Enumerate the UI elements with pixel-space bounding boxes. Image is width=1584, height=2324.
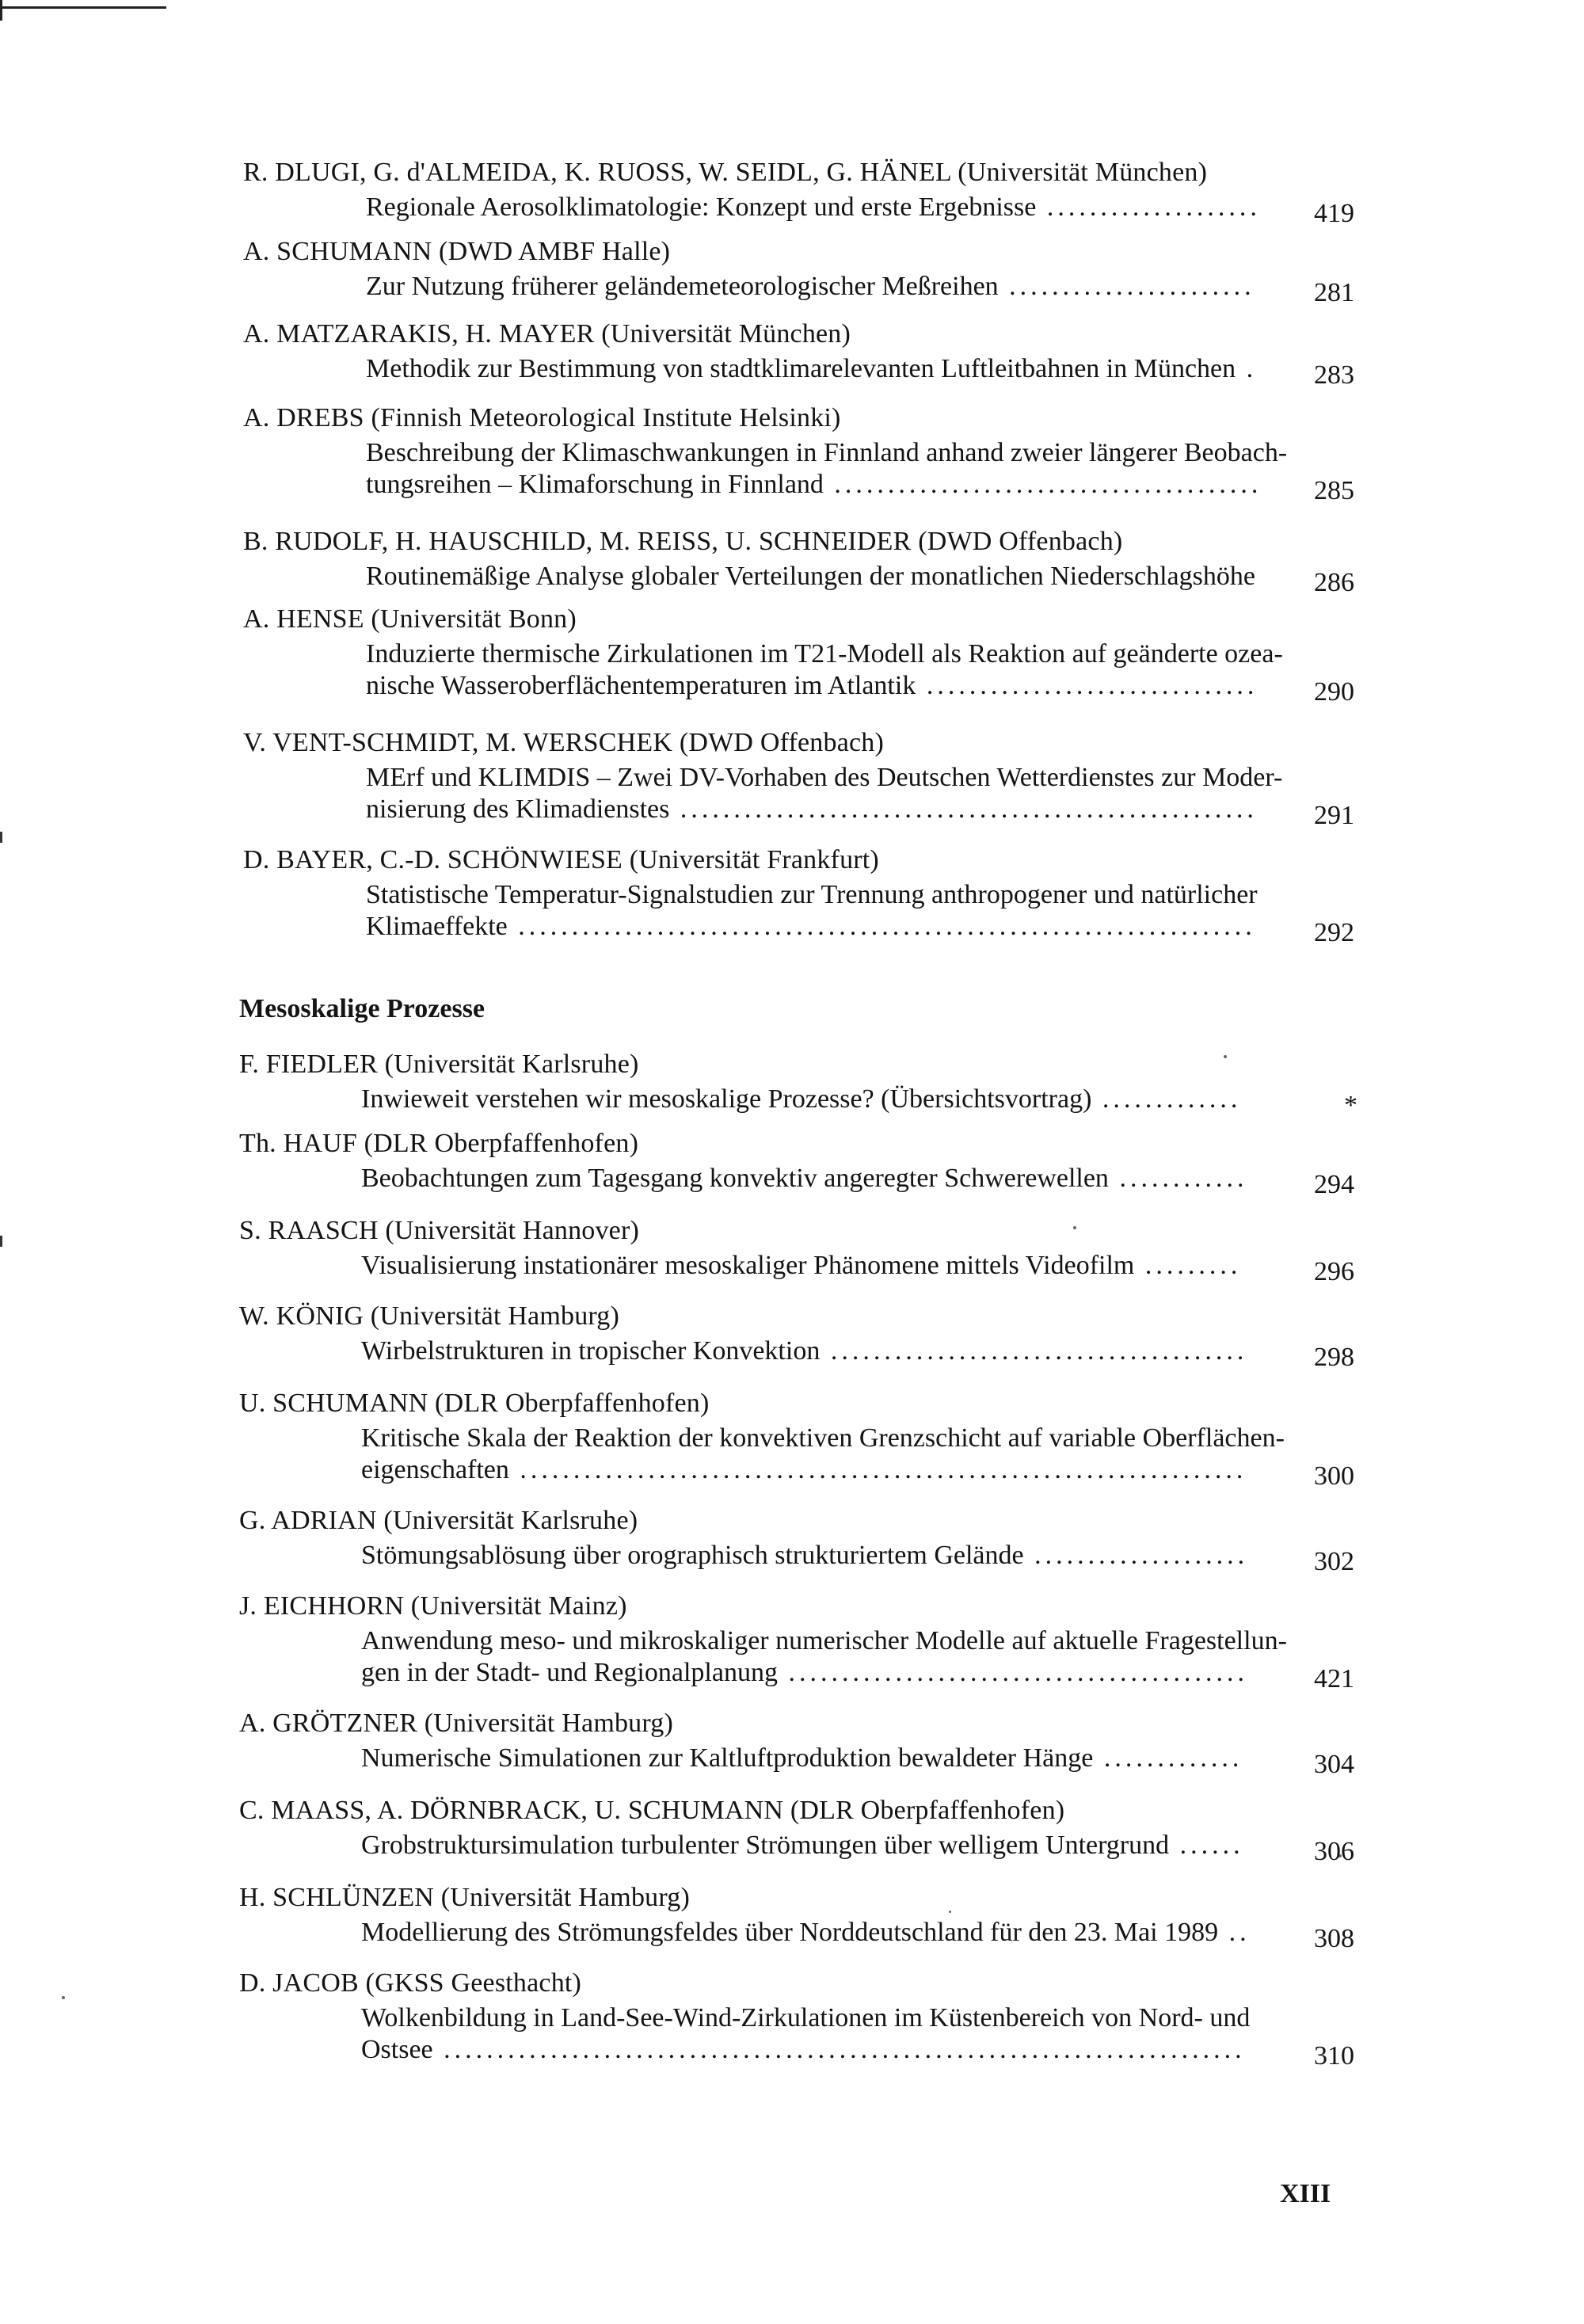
entry-authors: G. ADRIAN (Universität Karlsruhe) xyxy=(239,1506,638,1535)
entry-title: Wirbelstrukturen in tropischer Konvektion xyxy=(361,1336,821,1366)
dot-leader: .................... xyxy=(1036,192,1261,222)
entry-title-line xyxy=(361,1250,1241,1282)
entry-title-line xyxy=(366,794,1258,825)
entry-title-line xyxy=(366,911,1256,943)
dot-leader: ...... xyxy=(1169,1831,1244,1860)
entry-title-line xyxy=(366,762,1282,794)
entry-page-number: 304 xyxy=(1314,1750,1354,1779)
entry-page-number: 298 xyxy=(1314,1343,1354,1372)
entry-page-number: 302 xyxy=(1314,1547,1354,1576)
entry-title-line xyxy=(361,1657,1248,1689)
entry-page-number: 286 xyxy=(1314,568,1354,597)
entry-page-number: 285 xyxy=(1314,476,1354,505)
entry-title-line xyxy=(366,192,1261,223)
entry-title-line xyxy=(361,1540,1248,1572)
entry-title: Beschreibung der Klimaschwankungen in Finnland anhand zweier längerer Beobach- xyxy=(366,438,1288,467)
dot-leader: ........................................ xyxy=(823,470,1262,499)
entry-title: Beobachtungen zum Tagesgang konvektiv angeregter Schwerewellen xyxy=(361,1164,1109,1193)
entry-page-number: 300 xyxy=(1314,1461,1354,1491)
dot-leader: .................... xyxy=(1023,1541,1249,1570)
entry-title: eigenschaften xyxy=(361,1455,509,1484)
entry-page-number: 421 xyxy=(1314,1664,1354,1693)
entry-title: Routinemäßige Analyse globaler Verteilungen der monatlichen Niederschlagshöhe xyxy=(366,562,1255,591)
section-heading: Mesoskalige Prozesse xyxy=(239,994,485,1023)
entry-title-line xyxy=(361,1084,1241,1115)
entry-title: MErf und KLIMDIS – Zwei DV-Vorhaben des Deutschen Wetterdienstes zur Moder- xyxy=(366,763,1283,792)
entry-page-number: 294 xyxy=(1314,1170,1354,1199)
entry-authors: D. BAYER, C.-D. SCHÖNWIESE (Universität Frankfurt) xyxy=(243,845,879,874)
dot-leader: ........................................................................... xyxy=(432,2035,1246,2064)
entry-page-number: 283 xyxy=(1314,360,1354,390)
dot-leader: ............. xyxy=(1093,1743,1243,1773)
dot-leader: ........................................... xyxy=(777,1658,1248,1687)
entry-authors: A. DREBS (Finnish Meteorological Institute Helsinki) xyxy=(243,403,841,432)
dot-leader: ....................... xyxy=(998,272,1255,301)
entry-title-line xyxy=(366,561,1255,592)
dot-leader: ...................................................... xyxy=(669,794,1258,824)
entry-title-line xyxy=(361,1454,1247,1486)
entry-title-line xyxy=(361,1917,1251,1949)
entry-page-number: 292 xyxy=(1314,918,1354,947)
entry-authors: A. SCHUMANN (DWD AMBF Halle) xyxy=(243,237,671,266)
entry-authors: W. KÖNIG (Universität Hamburg) xyxy=(239,1301,620,1331)
entry-title: tungsreihen – Klimaforschung in Finnland xyxy=(366,470,824,499)
dot-leader: ....................................... xyxy=(820,1336,1248,1366)
page-folio: XIII xyxy=(1280,2179,1331,2208)
entry-page-number: 281 xyxy=(1314,278,1354,307)
dot-leader: ............ xyxy=(1108,1164,1248,1193)
entry-title: Inwieweit verstehen wir mesoskalige Prozesse? (Übersichtsvortrag) xyxy=(361,1084,1092,1114)
entry-title: Methodik zur Bestimmung von stadtklimarelevanten Luftleitbahnen in München xyxy=(366,354,1236,383)
entry-title-line xyxy=(361,2002,1250,2034)
entry-authors: U. SCHUMANN (DLR Oberpfaffenhofen) xyxy=(239,1389,710,1418)
entry-authors: V. VENT-SCHMIDT, M. WERSCHEK (DWD Offenbach) xyxy=(243,728,885,757)
entry-authors: A. MATZARAKIS, H. MAYER (Universität München) xyxy=(243,319,851,349)
entry-title: Stömungsablösung über orographisch strukturiertem Gelände xyxy=(361,1541,1024,1570)
entry-title-line xyxy=(366,271,1255,303)
entry-title-line xyxy=(361,1743,1243,1774)
entry-page-number: 310 xyxy=(1314,2041,1354,2071)
entry-title-line xyxy=(361,1830,1244,1861)
entry-page-number: * xyxy=(1344,1091,1357,1120)
entry-authors: J. EICHHORN (Universität Mainz) xyxy=(239,1591,627,1621)
entry-title: nisierung des Klimadienstes xyxy=(366,794,670,824)
entry-authors: B. RUDOLF, H. HAUSCHILD, M. REISS, U. SCHNEIDER (DWD Offenbach) xyxy=(243,527,1123,556)
entry-authors: A. GRÖTZNER (Universität Hamburg) xyxy=(239,1709,673,1738)
entry-title-line xyxy=(366,638,1283,670)
dot-leader: ............. xyxy=(1091,1084,1242,1114)
entry-authors: Th. HAUF (DLR Oberpfaffenhofen) xyxy=(239,1129,639,1158)
entry-title-line xyxy=(361,1423,1285,1454)
entry-page-number: 296 xyxy=(1314,1257,1354,1286)
scan-speck xyxy=(949,1911,951,1913)
entry-authors: C. MAASS, A. DÖRNBRACK, U. SCHUMANN (DLR Oberpfaffenhofen) xyxy=(239,1796,1065,1825)
scan-speck xyxy=(1224,1055,1227,1058)
entry-page-number: 290 xyxy=(1314,677,1354,707)
entry-title-line xyxy=(366,879,1258,911)
entry-title-line xyxy=(361,1335,1247,1367)
entry-authors: H. SCHLÜNZEN (Universität Hamburg) xyxy=(239,1883,690,1912)
entry-authors: D. JACOB (GKSS Geesthacht) xyxy=(239,1968,582,1998)
entry-authors: S. RAASCH (Universität Hannover) xyxy=(239,1216,640,1245)
entry-title: Induzierte thermische Zirkulationen im T21-Modell als Reaktion auf geänderte ozea- xyxy=(366,639,1283,669)
entry-title: Wolkenbildung in Land-See-Wind-Zirkulationen im Küstenbereich von Nord- und xyxy=(361,2003,1251,2033)
entry-title-line xyxy=(366,437,1287,469)
dot-leader: ......... xyxy=(1134,1251,1242,1280)
entry-page-number: 308 xyxy=(1314,1924,1354,1953)
dot-leader: . xyxy=(1236,354,1258,383)
entry-title: gen in der Stadt- und Regionalplanung xyxy=(361,1658,778,1687)
entry-title: Grobstruktursimulation turbulenter Strömungen über welligem Untergrund xyxy=(361,1831,1170,1860)
entry-title: Regionale Aerosolklimatologie: Konzept und erste Ergebnisse xyxy=(366,192,1037,222)
entry-authors: R. DLUGI, G. d'ALMEIDA, K. RUOSS, W. SEIDL, G. HÄNEL (Universität München) xyxy=(243,158,1208,187)
scan-edge-mark xyxy=(0,832,2,843)
entry-title: Statistische Temperatur-Signalstudien zur Trennung anthropogener und natürlicher xyxy=(366,880,1258,909)
entry-page-number: 291 xyxy=(1314,801,1354,830)
entry-authors: F. FIEDLER (Universität Karlsruhe) xyxy=(239,1050,639,1079)
entry-title: Zur Nutzung früherer geländemeteorologischer Meßreihen xyxy=(366,272,999,301)
scan-edge-mark xyxy=(0,1236,2,1247)
entry-authors: A. HENSE (Universität Bonn) xyxy=(243,604,577,634)
scan-corner-mark xyxy=(0,0,2,21)
entry-title-line xyxy=(366,353,1257,385)
scan-top-rule xyxy=(0,6,166,9)
dot-leader: .. xyxy=(1218,1918,1251,1947)
scan-speck xyxy=(1073,1226,1076,1229)
entry-title-line xyxy=(361,1163,1247,1194)
entry-title: nische Wasseroberflächentemperaturen im Atlantik xyxy=(366,671,916,700)
dot-leader: ..................................................................... xyxy=(507,912,1256,941)
dot-leader: .................................................................... xyxy=(508,1455,1247,1484)
entry-page-number: 306 xyxy=(1314,1837,1354,1866)
entry-title: Modellierung des Strömungsfeldes über Norddeutschland für den 23. Mai 1989 xyxy=(361,1918,1219,1947)
entry-title: Numerische Simulationen zur Kaltluftproduktion bewaldeter Hänge xyxy=(361,1743,1094,1773)
entry-page-number: 419 xyxy=(1314,199,1354,228)
entry-title: Klimaeffekte xyxy=(366,912,508,941)
entry-title-line xyxy=(361,2034,1246,2066)
entry-title: Anwendung meso- und mikroskaliger numerischer Modelle auf aktuelle Fragestellun- xyxy=(361,1626,1287,1655)
scan-speck xyxy=(62,1996,65,1999)
entry-title: Kritische Skala der Reaktion der konvektiven Grenzschicht auf variable Oberflächen- xyxy=(361,1423,1285,1453)
dot-leader: ............................... xyxy=(916,671,1258,700)
entry-title-line xyxy=(366,670,1258,702)
entry-title: Visualisierung instationärer mesoskaliger Phänomene mittels Videofilm xyxy=(361,1251,1135,1280)
entry-title-line xyxy=(366,469,1262,501)
entry-title-line xyxy=(361,1625,1287,1657)
entry-title: Ostsee xyxy=(361,2035,433,2064)
